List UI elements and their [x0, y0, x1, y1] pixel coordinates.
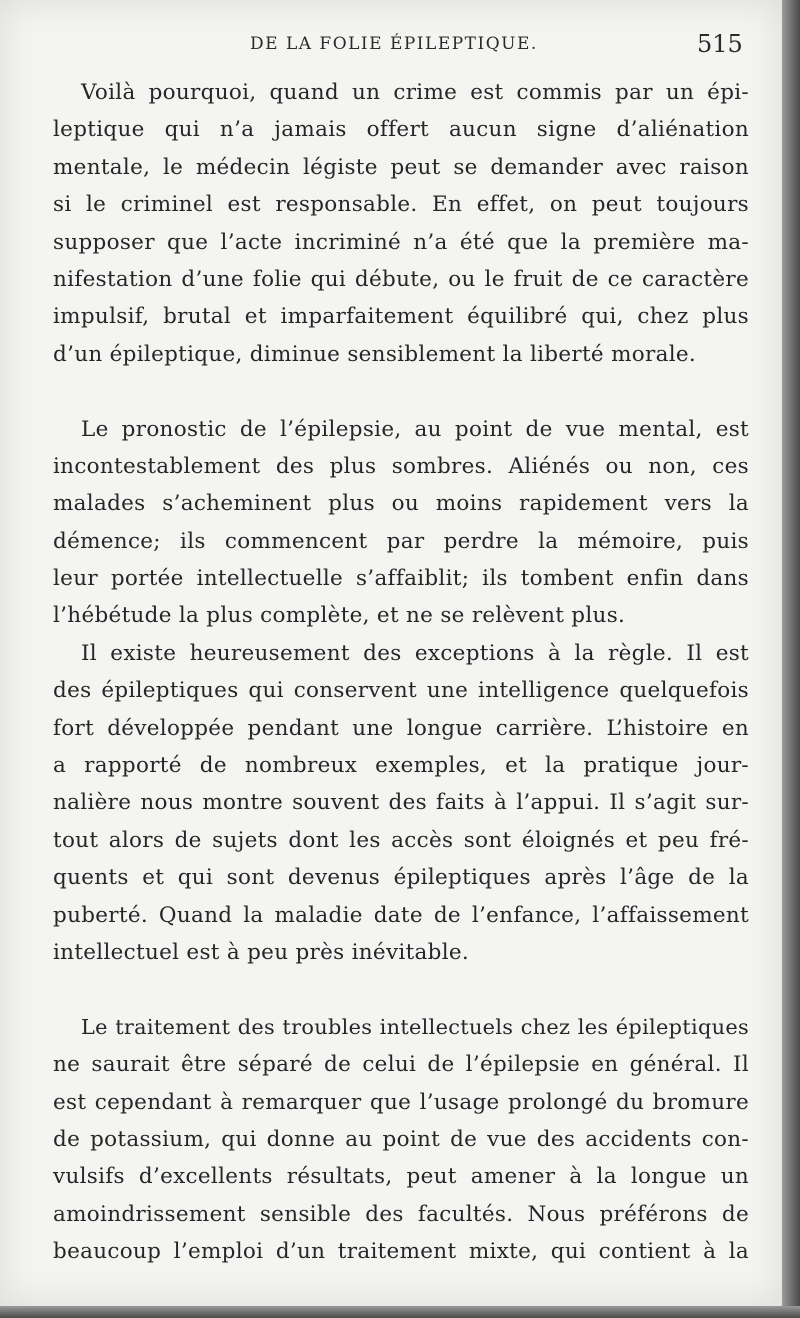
text-line: intellectuel est à peu près inévitable.	[53, 939, 470, 965]
paragraph-exceptions	[53, 635, 749, 972]
page-bottom-shadow	[0, 1306, 800, 1318]
text-line: de potassium, qui donne au point de vue des accidents con-	[53, 1126, 749, 1152]
text-line: si le criminel est responsable. En effet, on peut toujours	[53, 192, 749, 218]
text-line: malades s’acheminent plus ou moins rapidement vers la	[53, 491, 749, 517]
text-line: Le pronostic de l’épilepsie, au point de vue mental, est	[81, 416, 749, 442]
text-line: fort développée pendant une longue carrière. L’histoire en	[53, 715, 749, 741]
text-line: l’hébétude la plus complète, et ne se relèvent plus.	[53, 603, 626, 629]
text-line: vulsifs d’excellents résultats, peut amener à la longue un	[53, 1164, 749, 1190]
text-line: ne saurait être séparé de celui de l’épilepsie en général. Il	[53, 1052, 749, 1078]
text-line: mentale, le médecin légiste peut se demander avec raison	[53, 154, 749, 180]
text-line: incontestablement des plus sombres. Aliénés ou non, ces	[53, 453, 749, 479]
text-line: nifestation d’une folie qui débute, ou le fruit de ce caractère	[53, 266, 749, 292]
text-line: puberté. Quand la maladie date de l’enfance, l’affaissement	[53, 902, 749, 928]
section-gap	[53, 373, 749, 410]
page-number: 515	[697, 30, 743, 58]
text-line: Voilà pourquoi, quand un crime est commis par un épi-	[81, 80, 749, 105]
body-text	[53, 74, 749, 1271]
paragraph-responsibility	[53, 74, 749, 373]
text-line: a rapporté de nombreux exemples, et la pratique jour-	[53, 753, 749, 779]
text-line: tout alors de sujets dont les accès sont éloignés et peu fré-	[53, 827, 749, 853]
text-line: est cependant à remarquer que l’usage prolongé du bromure	[53, 1089, 749, 1115]
text-line: Le traitement des troubles intellectuels chez les épileptiques	[81, 1014, 749, 1039]
text-line: démence; ils commencent par perdre la mémoire, puis	[53, 528, 749, 554]
text-line: leur portée intellectuelle s’affaiblit; ils tombent enfin dans	[53, 566, 749, 592]
page-edge-shadow	[782, 0, 800, 1318]
text-line: impulsif, brutal et imparfaitement équilibré qui, chez plus	[53, 304, 749, 330]
text-line: quents et qui sont devenus épileptiques après l’âge de la	[53, 865, 749, 891]
text-line: beaucoup l’emploi d’un traitement mixte, qui contient à la	[53, 1239, 749, 1265]
text-line: d’un épileptique, diminue sensiblement la liberté morale.	[53, 341, 697, 367]
text-line: amoindrissement sensible des facultés. Nous préférons de	[53, 1201, 749, 1227]
section-gap	[53, 971, 749, 1008]
paragraph-prognosis	[53, 411, 749, 635]
running-head: DE LA FOLIE ÉPILEPTIQUE.	[250, 34, 538, 54]
text-line: nalière nous montre souvent des faits à l’appui. Il s’agit sur-	[53, 790, 749, 816]
text-line: leptique qui n’a jamais offert aucun signe d’aliénation	[53, 117, 749, 143]
text-line: Il existe heureusement des exceptions à la règle. Il est	[81, 640, 749, 666]
text-line: supposer que l’acte incriminé n’a été que la première ma-	[53, 229, 749, 255]
paragraph-treatment	[53, 1009, 749, 1271]
text-line: des épileptiques qui conservent une intelligence quelquefois	[53, 678, 749, 704]
